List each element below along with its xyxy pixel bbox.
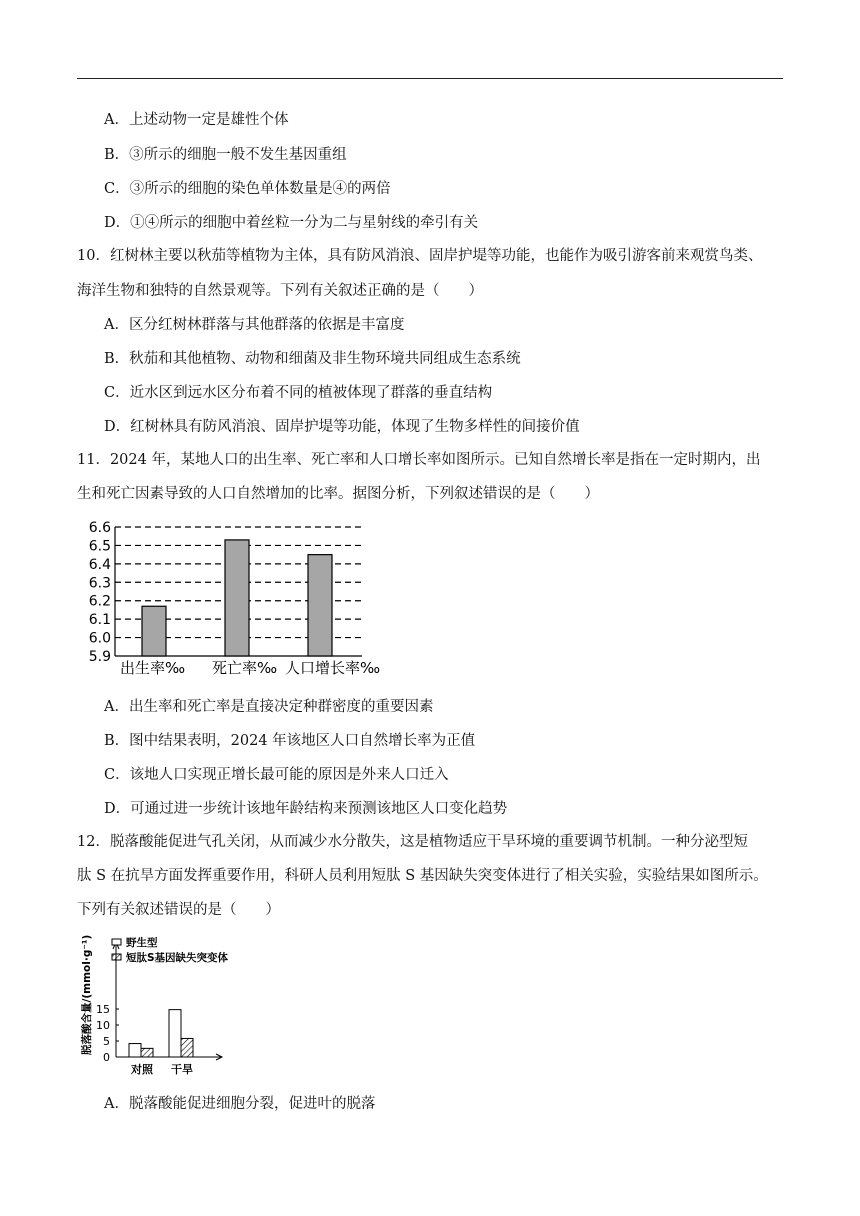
x-category-label: 出生率‰: [120, 659, 186, 677]
q12-stem-line-1: 12．脱落酸能促进气孔关闭，从而减少水分散失，这是植物适应干旱环境的重要调节机制。一种分泌型短: [77, 834, 748, 850]
y-tick-label: 10: [96, 1019, 110, 1032]
q12-stem-line-2: 肽 S 在抗旱方面发挥重要作用，科研人员利用短肽 S 基因缺失突变体进行了相关实验，实验结果如图所示。: [77, 868, 768, 884]
q11-option-c: C．该地人口实现正增长最可能的原因是外来人口迁入: [104, 767, 449, 783]
q10-option-d: D．红树林具有防风消浪、固岸护堤等功能，体现了生物多样性的间接价值: [104, 419, 580, 435]
q11-option-d: D．可通过进一步统计该地年龄结构来预测该地区人口变化趋势: [104, 801, 508, 817]
q9-option-c: C．③所示的细胞的染色单体数量是④的两倍: [104, 181, 391, 197]
y-tick-label: 15: [96, 1003, 110, 1016]
y-tick-label: 6.5: [88, 538, 111, 555]
y-tick-label: 0: [103, 1051, 110, 1064]
bar: [225, 540, 249, 656]
population-rate-chart: [80, 515, 400, 680]
q11-stem-line-2: 生和死亡因素导致的人口自然增加的比率。据图分析，下列叙述错误的是（ ）: [77, 486, 599, 502]
y-tick-label: 6.4: [88, 556, 111, 573]
q10-option-c: C．近水区到远水区分布着不同的植被体现了群落的垂直结构: [104, 385, 493, 401]
legend-swatch-wildtype: [112, 939, 121, 945]
q10-stem-line-2: 海洋生物和独特的自然景观等。下列有关叙述正确的是（ ）: [77, 283, 483, 299]
y-tick-label: 6.3: [88, 575, 111, 592]
y-tick-label: 6.1: [88, 612, 111, 629]
q11-stem-line-1: 11．2024 年，某地人口的出生率、死亡率和人口增长率如图所示。已知自然增长率是指在一定时期内，出: [77, 452, 761, 468]
x-category-label: 对照: [131, 1063, 153, 1076]
legend-swatch-mutant: [112, 954, 121, 960]
y-tick-label: 5: [103, 1035, 110, 1048]
legend-label-mutant: 短肽S基因缺失突变体: [126, 952, 229, 964]
q9-option-d: D．①④所示的细胞中着丝粒一分为二与星射线的牵引有关: [104, 215, 479, 231]
y-tick-label: 6.0: [88, 630, 111, 647]
q11-option-b: B．图中结果表明，2024 年该地区人口自然增长率为正值: [104, 733, 476, 749]
legend-label-wildtype: 野生型: [126, 937, 158, 949]
bar: [169, 1010, 181, 1057]
bar: [142, 606, 166, 656]
bar: [308, 555, 332, 656]
abscisic-acid-chart: [76, 930, 236, 1082]
q9-option-b: B．③所示的细胞一般不发生基因重组: [104, 147, 347, 163]
bar: [129, 1044, 141, 1057]
q11-option-a: A．出生率和死亡率是直接决定种群密度的重要因素: [104, 699, 434, 715]
x-category-label: 死亡率‰: [212, 659, 278, 677]
q10-option-a: A．区分红树林群落与其他群落的依据是丰富度: [104, 317, 405, 333]
x-category-label: 人口增长率‰: [285, 659, 381, 677]
y-tick-label: 6.2: [88, 593, 111, 610]
q9-option-a: A．上述动物一定是雄性个体: [104, 112, 289, 128]
q10-stem-line-1: 10．红树林主要以秋茄等植物为主体，具有防风消浪、固岸护堤等功能，也能作为吸引游客前来观赏鸟类、: [77, 248, 763, 264]
header-rule: [77, 78, 783, 79]
q12-option-a: A．脱落酸能促进细胞分裂，促进叶的脱落: [104, 1096, 376, 1112]
bar: [141, 1048, 153, 1057]
y-tick-label: 6.6: [88, 520, 111, 536]
q12-stem-line-3: 下列有关叙述错误的是（ ）: [77, 902, 280, 918]
bar: [181, 1038, 193, 1057]
q10-option-b: B．秋茄和其他植物、动物和细菌及非生物环境共同组成生态系统: [104, 351, 521, 367]
y-axis-label: 脱落酸含量/(mmol·g⁻¹): [81, 934, 93, 1055]
y-tick-label: 5.9: [88, 649, 111, 665]
x-category-label: 干旱: [171, 1063, 193, 1076]
